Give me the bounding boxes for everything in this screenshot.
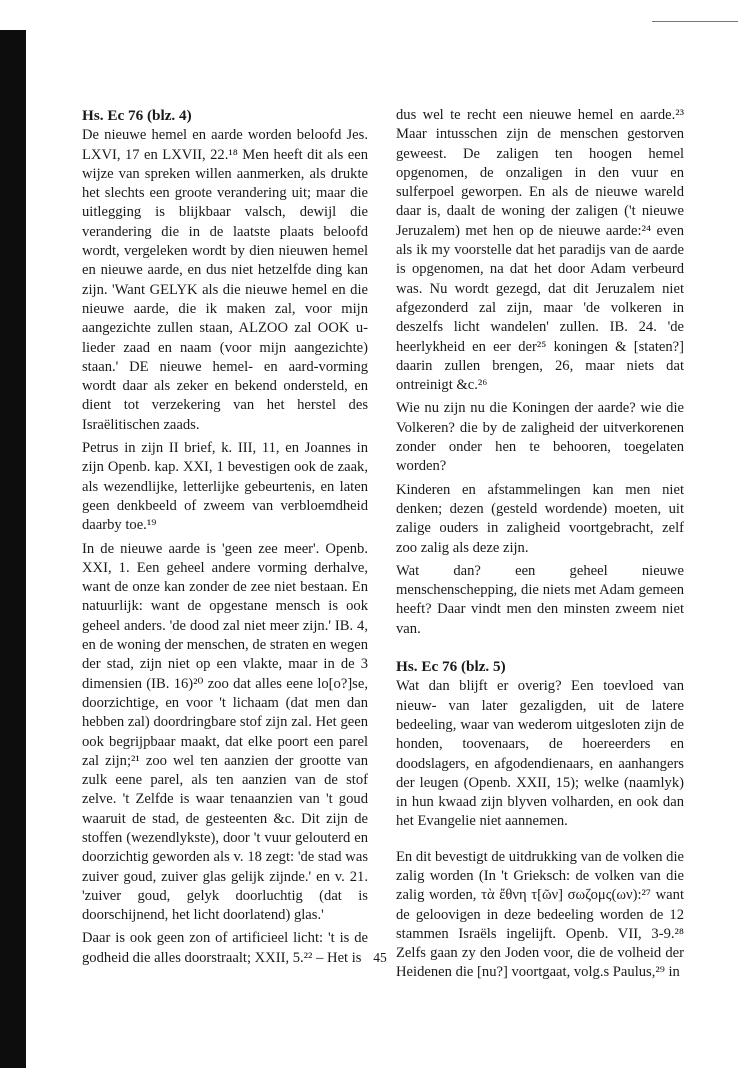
right-paragraph: Wat dan blijft er overig? Een toevloed van nieuw- van later gezaligden, uit de latere bedeeling, waar van wederom uitgesloten zijn de honden, toovenaars, de hoereerders en doodslagers, en afgodendienaars, en aanhangers der leugen (Openb. XXII, 15); welke (naamlyk) in hun kwaad zijn blyven volharden, en ook dan het Evangelie niet aannemen.	[396, 678, 684, 830]
right-paragraph: Wat dan? een geheel nieuwe menschenschepping, die niets met Adam gemeen heeft? Daar vindt men den minsten zweem niet van.	[396, 562, 684, 637]
left-paragraph: In de nieuwe aarde is 'geen zee meer'. Openb. XXI, 1. Een geheel andere vorming derhalve, want de onze kan zonder de zee niet bestaan. En natuurlijk: want de opgestane mensch is ook geheel anders. 'de dood zal niet meer zijn.' IB. 4, en de woning der menschen, de straten en wegen der stad, zijn niet op een vlakte, maar in de 3 dimensien (IB. 16)²⁰ zoo dat alles eene lo[o?]se, doorzichtige, en voor 't lichaam (dat men dan hebben zal) doordringbare stof zijn zal. Het geen ook begrijpbaar maakt, dat elke poort een parel zal zijn;²¹ zoo wel ten aanzien der grootte van zulk eene parel, als ten aanzien van de stof zelve. 't Zelfde is waar tenaanzien van 't goud waaruit de stad, de gesteenten &c. Dit zijn de stoffen (wezendlykste), door 't vuur gelouterd en doorzichtig geworden als v. 18 zegt: 'de stad was zuiver goud, zuiver glas gelijk zijnde.' en v. 21. 'zuiver goud, gelyk doorluchtig (dat is doorschijnend, het licht doorlatend) glas.'	[82, 540, 368, 924]
scan-edge-bar	[0, 30, 26, 1068]
right-paragraph: En dit bevestigt de uitdrukking van de volken die zalig worden (In 't Grieksch: de volken van die zalig worden, τὰ ἔθνη τ[ῶν] σωζομς(ων):²⁷ want de geloovigen in deze bedeeling worden de 12 stammen Israëls ingelijft. Openb. VII, 3-9.²⁸ Zelfs gaan zy den Joden voor, die de volheid der Heidenen die [nu?] voortgaat, volg.s Paulus,²⁹ in	[396, 848, 684, 981]
right-paragraph: Kinderen en afstammelingen kan men niet denken; dezen (gesteld wordende) moeten, uit zalige ouders in zaligheid voortgebracht, zelf zoo zalig als deze zijn.	[396, 481, 684, 556]
left-column	[82, 106, 368, 972]
right-paragraph: dus wel te recht een nieuwe hemel en aarde.²³ Maar intusschen zijn de menschen gestorven geweest. De zaligen ten hoogen hemel opgenomen, de onzaligen in den vuur en sulferpoel geworpen. En als de nieuwe wareld daar is, daalt de woning der zaligen ('t nieuwe Jeruzalem) met hen op de nieuwe aarde:²⁴ even als ik my voorstelle dat het paradijs van de aarde is opgenomen, na dat het door Adam verbeurd was. Nu wordt gezegd, dat dit Jeruzalem niet afgezonderd zal zijn, maar 'de volkeren in deszelfs licht wandelen' zullen. IB. 24. 'de heerlykheid en eer der²⁵ koningen & [staten?] daarin zullen brengen, 26, maar niets dat ontreinigt &c.²⁶	[396, 107, 684, 394]
left-paragraph: Petrus in zijn II brief, k. III, 11, en Joannes in zijn Openb. kap. XXI, 1 bevestigen ook de zaak, als wezendlijke, letterlijke gebeurtenis, en laten geen denkbeeld of zweem van verbloemdheid daarby toe.¹⁹	[82, 440, 368, 534]
right-heading: Hs. Ec 76 (blz. 5)	[396, 658, 506, 676]
top-rule	[652, 21, 738, 22]
page-number: 45	[373, 950, 387, 965]
right-paragraph: Wie nu zijn nu die Koningen der aarde? wie die Volkeren? die by de zaligheid der uitverkorenen zonder onder hen te behooren, toegelaten worden?	[396, 400, 684, 475]
right-column	[396, 106, 684, 987]
left-heading: Hs. Ec 76 (blz. 4)	[82, 107, 192, 124]
left-paragraph: Daar is ook geen zon of artificieel licht: 't is de godheid die alles doorstraalt; XXII, 5.²² – Het is	[82, 930, 368, 966]
left-paragraph: De nieuwe hemel en aarde worden beloofd Jes. LXVI, 17 en LXVII, 22.¹⁸ Men heeft dit als een wijze van spreken willen aanmerken, als drukte het slechts een groote verandering uit; maar die uitlegging is blijkbaar valsch, dewijl die verandering die in de laatste plaats beloofd wordt, vergeleken wordt by dien nieuwen hemel en nieuwe aarde, en dus niet hetzelfde ding kan zijn. 'Want GELYK als die nieuwe hemel en die nieuwe aarde, die ik maken zal, voor mijn aangezichte zullen staan, ALZOO zal OOK u-lieder zaad en naam (voor mijn aangezichte) staan.' DE nieuwe hemel- en aard-vorming wordt daar als zeker en bekend ondersteld, en dient tot verzekering van het herstel des Israëlitischen zaads.	[82, 127, 368, 433]
